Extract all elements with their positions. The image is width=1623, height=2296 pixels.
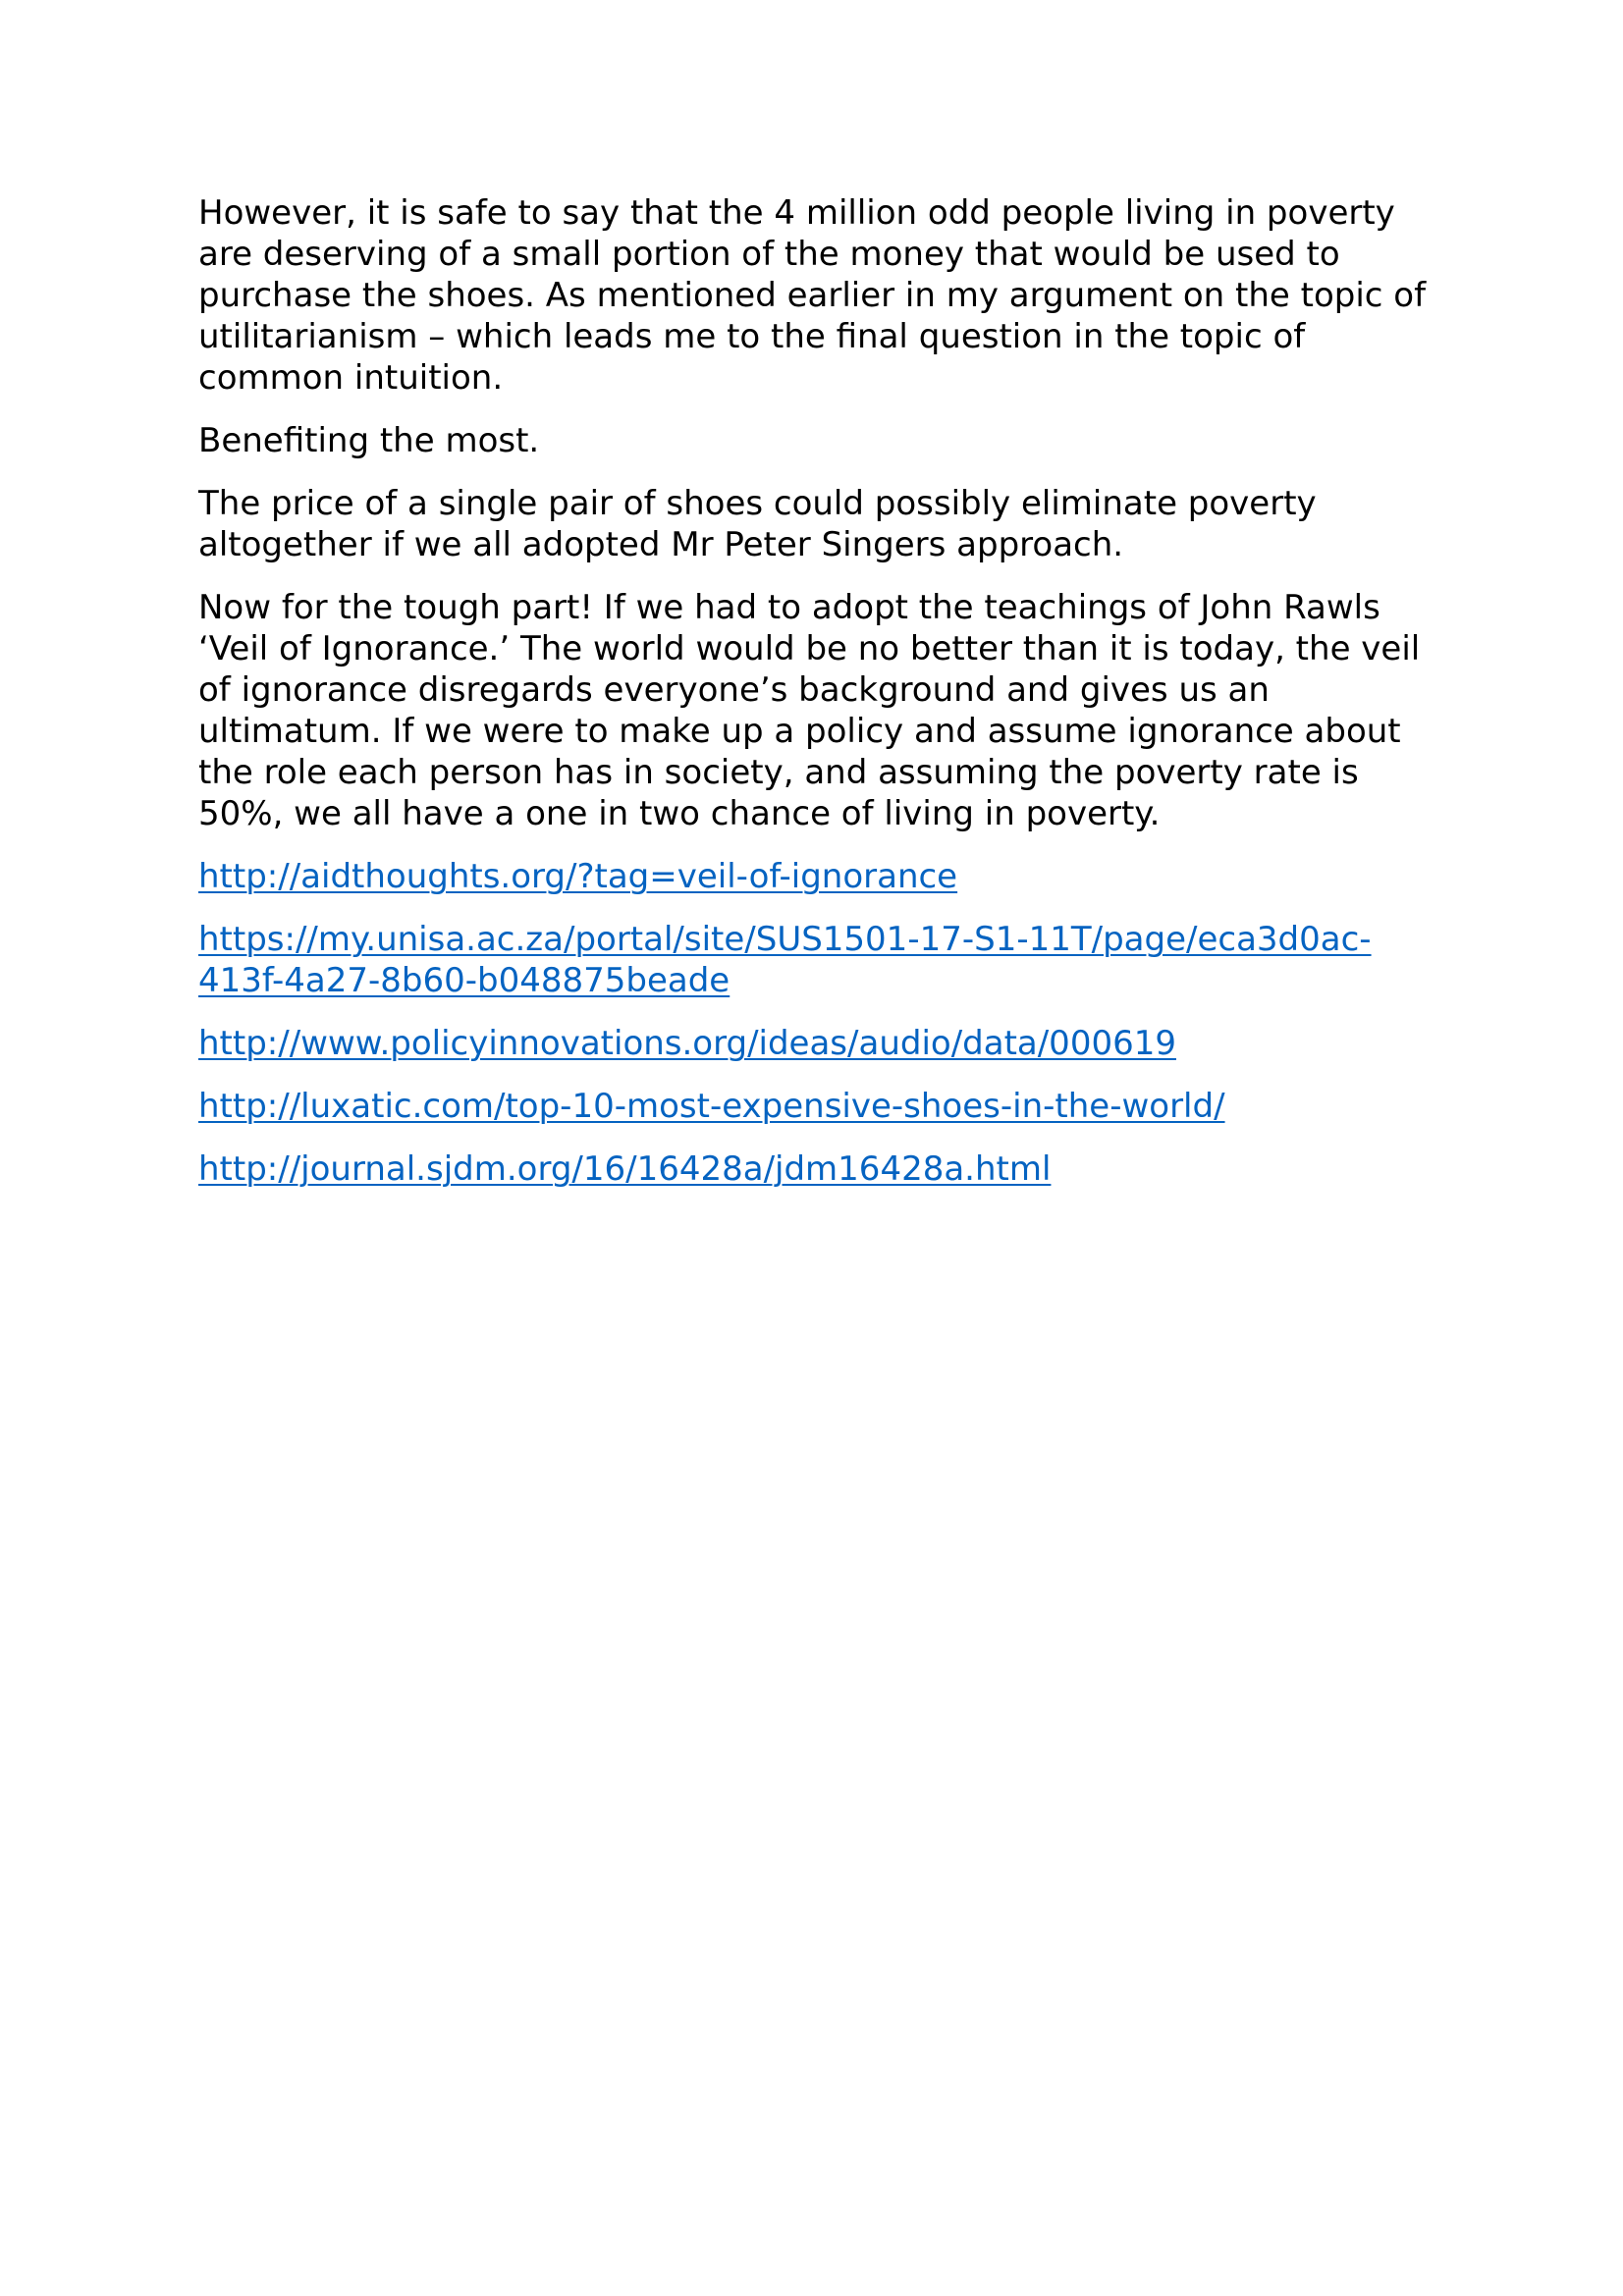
reference-item [198,919,1431,1001]
reference-link-aidthoughts[interactable]: http://aidthoughts.org/?tag=veil-of-ignorance [198,857,958,896]
reference-item [198,856,1431,897]
paragraph-benefiting-most: Benefiting the most. [198,421,540,460]
reference-item [198,1086,1431,1127]
paragraph-poverty-deserving: However, it is safe to say that the 4 million odd people living in poverty are deserving of a small portion of the money that would be used to purchase the shoes. As mentioned earlier in my argument on the topic of utilitarianism – which leads me to the final question in the topic of common intuition. [198,193,1427,398]
document-body [198,192,1431,1211]
reference-link-sjdm[interactable]: http://journal.sjdm.org/16/16428a/jdm16428a.html [198,1149,1052,1189]
reference-item [198,1023,1431,1064]
reference-link-luxatic[interactable]: http://luxatic.com/top-10-most-expensive-shoes-in-the-world/ [198,1087,1225,1126]
paragraph-veil-of-ignorance: Now for the tough part! If we had to adopt the teachings of John Rawls ‘Veil of Ignorance.’ The world would be no better than it is today, the veil of ignorance disregards everyone’s background and gives us an ultimatum. If we were to make up a policy and assume ignorance about the role each person has in society, and assuming the poverty rate is 50%, we all have a one in two chance of living in poverty. [198,588,1421,833]
paragraph-price-of-shoes: The price of a single pair of shoes could possibly eliminate poverty altogether if we all adopted Mr Peter Singers approach. [198,484,1317,564]
reference-link-unisa[interactable]: https://my.unisa.ac.za/portal/site/SUS1501-17-S1-11T/page/eca3d0ac-413f-4a27-8b60-b048875beade [198,920,1372,1000]
reference-link-policyinnovations[interactable]: http://www.policyinnovations.org/ideas/audio/data/000619 [198,1024,1176,1063]
reference-item [198,1148,1431,1190]
